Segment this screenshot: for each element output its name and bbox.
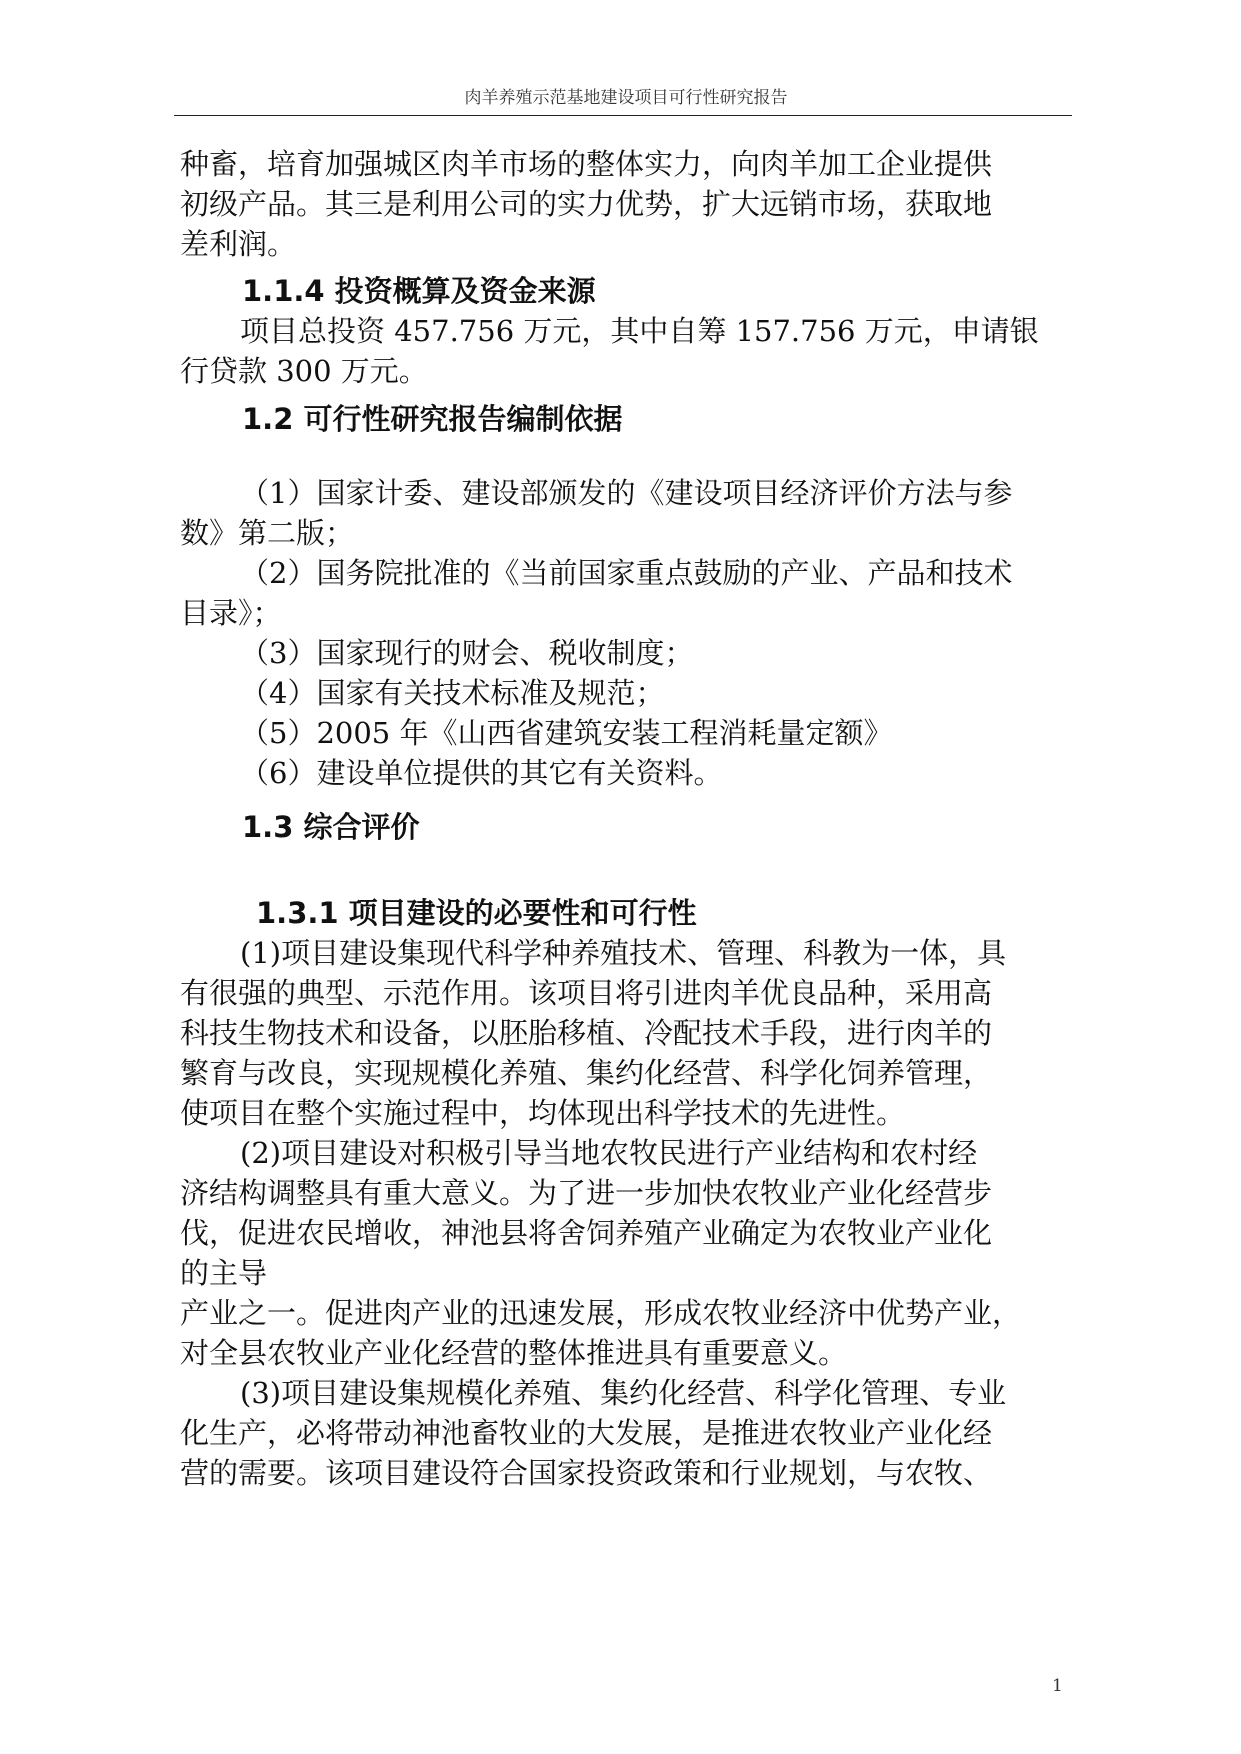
text-line: 项目总投资 457.756 万元，其中自筹 157.756 万元，申请银 (240, 314, 1039, 348)
intro-paragraph (180, 144, 1070, 269)
list-item-cont: 数》第二版； (180, 516, 355, 550)
text-line: 科技生物技术和设备，以胚胎移植、冷配技术手段，进行肉羊的 (180, 1016, 993, 1050)
text-line: (1)项目建设集现代科学种养殖技术、管理、科教为一体，具 (240, 936, 1007, 970)
text-line: 济结构调整具有重大意义。为了进一步加快农牧业产业化经营步 (180, 1176, 993, 1210)
paragraph-3 (180, 1373, 1070, 1493)
heading-1-3-1: 1.3.1 项目建设的必要性和可行性 (256, 896, 697, 930)
text-line: 营的需要。该项目建设符合国家投资政策和行业规划，与农牧、 (180, 1456, 993, 1490)
text-line: 的主导 (180, 1256, 268, 1290)
text-line: 使项目在整个实施过程中，均体现出科学技术的先进性。 (180, 1096, 906, 1130)
text-line: 产业之一。促进肉产业的迅速发展，形成农牧业经济中优势产业， (180, 1296, 1022, 1330)
basis-list (180, 473, 1070, 793)
list-item: （5）2005 年《山西省建筑安装工程消耗量定额》 (240, 716, 893, 750)
text-line: 化生产，必将带动神池畜牧业的大发展，是推进农牧业产业化经 (180, 1416, 993, 1450)
list-item: （6）建设单位提供的其它有关资料。 (240, 756, 723, 790)
text-line: (3)项目建设集规模化养殖、集约化经营、科学化管理、专业 (240, 1376, 1007, 1410)
investment-paragraph (180, 311, 1070, 399)
paragraph-2 (180, 1133, 1070, 1373)
page-number: 1 (1052, 1676, 1063, 1696)
heading-1-3: 1.3 综合评价 (242, 810, 420, 844)
running-header: 肉羊养殖示范基地建设项目可行性研究报告 (464, 88, 788, 108)
text-line: 有很强的典型、示范作用。该项目将引进肉羊优良品种，采用高 (180, 976, 993, 1010)
heading-1-1-4: 1.1.4 投资概算及资金来源 (242, 274, 596, 308)
text-line: 对全县农牧业产业化经营的整体推进具有重要意义。 (180, 1336, 848, 1370)
text-line: 初级产品。其三是利用公司的实力优势，扩大远销市场，获取地 (180, 187, 993, 221)
header-rule (174, 115, 1072, 116)
heading-1-2: 1.2 可行性研究报告编制依据 (242, 402, 623, 436)
list-item-cont: 目录》； (180, 596, 282, 630)
list-item: （4）国家有关技术标准及规范； (240, 676, 665, 710)
list-item: （2）国务院批准的《当前国家重点鼓励的产业、产品和技术 (240, 556, 1013, 590)
text-line: 繁育与改良，实现规模化养殖、集约化经营、科学化饲养管理， (180, 1056, 993, 1090)
text-line: 差利润。 (180, 227, 297, 261)
text-line: 种畜，培育加强城区肉羊市场的整体实力，向肉羊加工企业提供 (180, 147, 993, 181)
paragraph-1 (180, 933, 1070, 1133)
text-line: 行贷款 300 万元。 (180, 354, 428, 388)
text-line: 伐，促进农民增收，神池县将舍饲养殖产业确定为农牧业产业化 (180, 1216, 993, 1250)
text-line: (2)项目建设对积极引导当地农牧民进行产业结构和农村经 (240, 1136, 978, 1170)
page-body (180, 144, 1070, 1493)
list-item: （3）国家现行的财会、税收制度； (240, 636, 694, 670)
list-item: （1）国家计委、建设部颁发的《建设项目经济评价方法与参 (240, 476, 1013, 510)
